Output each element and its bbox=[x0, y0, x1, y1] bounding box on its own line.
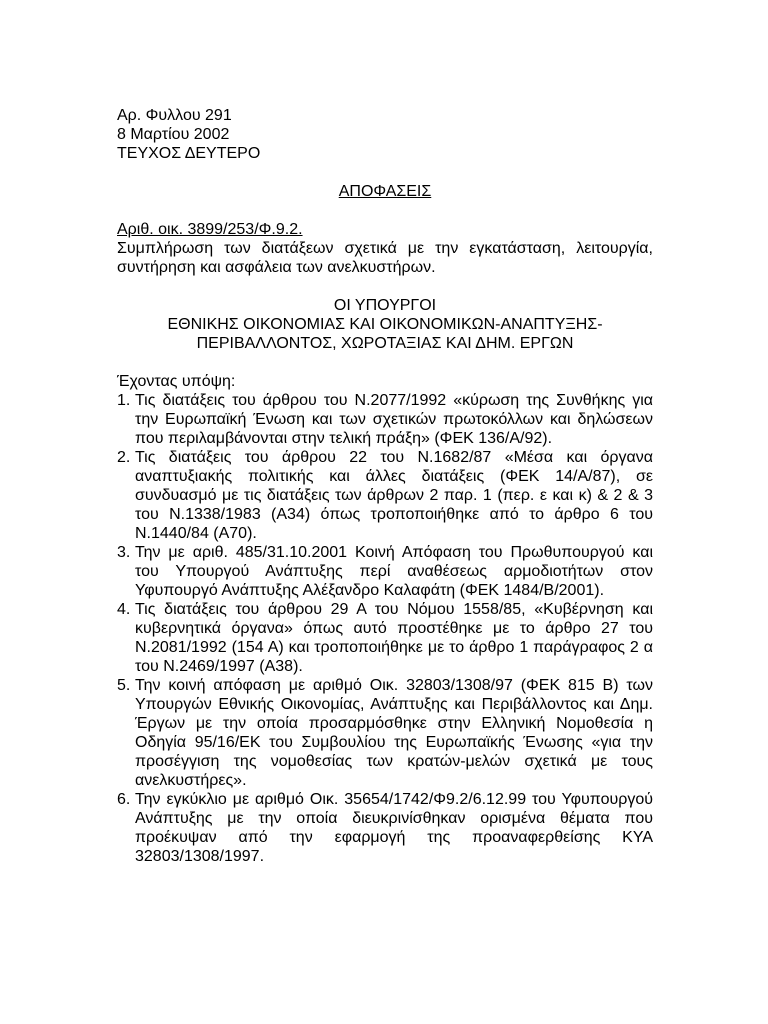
gazette-header bbox=[117, 106, 653, 163]
issue-number: Αρ. Φυλλου 291 bbox=[117, 107, 232, 124]
ministers-line-3: ΠΕΡΙΒΑΛΛΟΝΤΟΣ, ΧΩΡΟΤΑΞΙΑΣ ΚΑΙ ΔΗΜ. ΕΡΓΩΝ bbox=[196, 335, 574, 352]
considering-list bbox=[117, 391, 653, 866]
ministers-heading bbox=[117, 296, 653, 353]
list-item-number: 4. bbox=[117, 601, 131, 618]
list-item-text: Τις διατάξεις του άρθρου του Ν.2077/1992 «κύρωση της Συνθήκης για την Ευρωπαϊκή Ένωση και των σχετικών πρωτοκόλλων και δηλώσεων που περιλαμβάνονται στην τελική πράξη» (ΦΕΚ 136/Α/92). bbox=[135, 392, 653, 447]
decision-number: Αριθ. οικ. 3899/253/Φ.9.2. bbox=[117, 221, 303, 238]
list-item bbox=[117, 448, 653, 543]
list-item-text: Τις διατάξεις του άρθρου 29 Α του Νόμου 1558/85, «Κυβέρνηση και κυβερνητικά όργανα» όπως αυτό προστέθηκε με το άρθρο 27 του Ν.2081/1992 (154 Α) και τροποποιήθηκε με το άρθρο 1 παράγραφος 2 α του Ν.2469/1997 (Α38). bbox=[135, 601, 653, 675]
list-item bbox=[117, 543, 653, 600]
list-item-number: 1. bbox=[117, 392, 131, 409]
decision-subject: Συμπλήρωση των διατάξεων σχετικά με την εγκατάσταση, λειτουργία, συντήρηση και ασφάλεια των ανελκυστήρων. bbox=[117, 240, 653, 276]
list-item-number: 3. bbox=[117, 544, 131, 561]
ministers-line-2: ΕΘΝΙΚΗΣ ΟΙΚΟΝΟΜΙΑΣ ΚΑΙ ΟΙΚΟΝΟΜΙΚΩΝ-ΑΝΑΠΤΥΞΗΣ- bbox=[167, 316, 603, 333]
list-item-text: Τις διατάξεις του άρθρου 22 του Ν.1682/87 «Μέσα και όργανα αναπτυξιακής πολιτικής και άλλες διατάξεις (ΦΕΚ 14/Α/87), σε συνδυασμό με τις διατάξεις των άρθρων 2 παρ. 1 (περ. ε και κ) & 2 & 3 του Ν.1338/1983 (Α34) όπως τροποποιήθηκε από το άρθρο 6 του Ν.1440/84 (Α70). bbox=[135, 449, 653, 542]
list-item-text: Την με αριθ. 485/31.10.2001 Κοινή Απόφαση του Πρωθυπουργού και του Υπουργού Ανάπτυξης περί αναθέσεως αρμοδιοτήτων στον Υφυπουργό Ανάπτυξης Αλέξανδρο Καλαφάτη (ΦΕΚ 1484/Β/2001). bbox=[135, 544, 653, 599]
list-item-number: 5. bbox=[117, 677, 131, 694]
list-item-text: Την κοινή απόφαση με αριθμό Οικ. 32803/1308/97 (ΦΕΚ 815 Β) των Υπουργών Εθνικής Οικονομίας, Ανάπτυξης και Περιβάλλοντος και Δημ. Έργων με την οποία προσαρμόσθηκε στην Ελληνική Νομοθεσία η Οδηγία 95/16/ΕΚ του Συμβουλίου της Ευρωπαϊκής Ένωσης «για την προσέγγιση της νομοθεσίας των κρατών-μελών σχετικά με τους ανελκυστήρες». bbox=[135, 677, 653, 789]
section-title: ΑΠΟΦΑΣΕΙΣ bbox=[338, 183, 432, 200]
list-item bbox=[117, 600, 653, 676]
ministers-line-1: ΟΙ ΥΠΟΥΡΓΟΙ bbox=[333, 297, 437, 314]
considering-intro: Έχοντας υπόψη: bbox=[117, 373, 236, 390]
document-page bbox=[117, 106, 653, 866]
list-item-number: 2. bbox=[117, 449, 131, 466]
list-item bbox=[117, 391, 653, 448]
list-item bbox=[117, 676, 653, 790]
list-item bbox=[117, 790, 653, 866]
list-item-number: 6. bbox=[117, 791, 131, 808]
decision-block bbox=[117, 220, 653, 277]
list-item-text: Την εγκύκλιο με αριθμό Οικ. 35654/1742/Φ9.2/6.12.99 του Υφυπουργού Ανάπτυξης με την οποία διευκρινίσθηκαν ορισμένα θέματα που προέκυψαν από την εφαρμογή της προαναφερθείσης ΚΥΑ 32803/1308/1997. bbox=[135, 791, 653, 865]
issue-date: 8 Μαρτίου 2002 bbox=[117, 126, 230, 143]
issue-series: ΤΕΥΧΟΣ ΔΕΥΤΕΡΟ bbox=[117, 145, 261, 162]
